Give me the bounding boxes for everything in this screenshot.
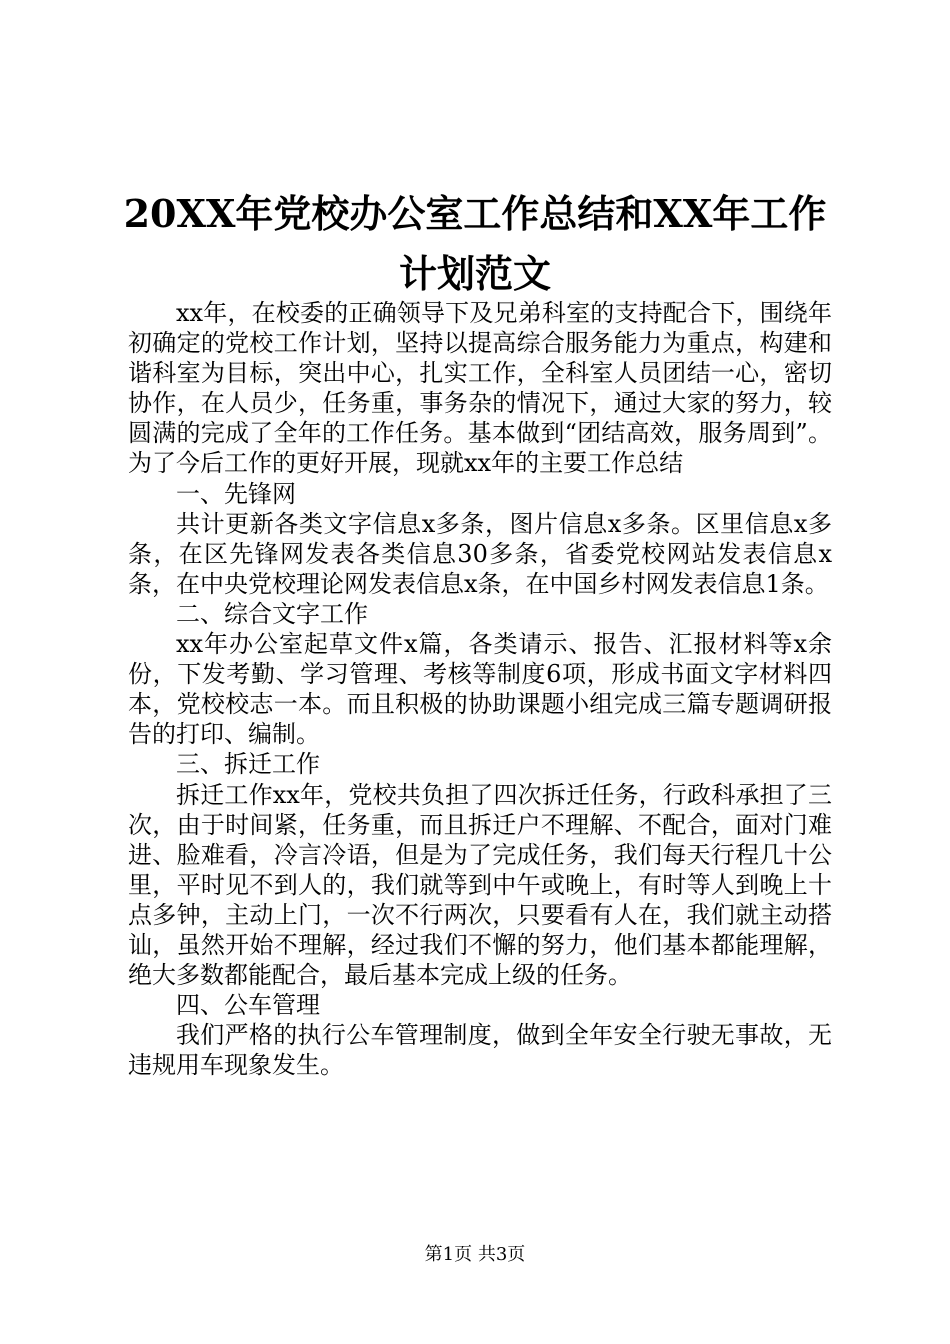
section-paragraph-1: 共计更新各类文字信息x多条，图片信息x多条。区里信息x多条，在区先锋网发表各类信息30多条，省委党校网站发表信息x条，在中央党校理论网发表信息x条，在中国乡村网发表信息1条。 [128, 509, 832, 598]
page-footer: 第1页 共3页 [424, 1244, 526, 1265]
section-paragraph-2: xx年办公室起草文件x篇，各类请示、报告、汇报材料等x余份，下发考勤、学习管理、考核等制度6项，形成书面文字材料四本，党校校志一本。而且积极的协助课题小组完成三篇专题调研报告的打印、编制。 [128, 630, 832, 749]
section-paragraph-3: 拆迁工作xx年，党校共负担了四次拆迁任务，行政科承担了三次，由于时间紧，任务重，而且拆迁户不理解、不配合，面对门难进、脸难看，冷言冷语，但是为了完成任务，我们每天行程几十公里，平时见不到人的，我们就等到中午或晚上，有时等人到晚上十点多钟，主动上门，一次不行两次，只要看有人在，我们就主动搭讪，虽然开始不理解，经过我们不懈的努力，他们基本都能理解，绝大多数都能配合，最后基本完成上级的任务。 [128, 780, 832, 990]
intro-paragraph: xx年，在校委的正确领导下及兄弟科室的支持配合下，围绕年初确定的党校工作计划，坚持以提高综合服务能力为重点，构建和谐科室为目标，突出中心，扎实工作，全科室人员团结一心，密切协作，在人员少，任务重，事务杂的情况下，通过大家的努力，较圆满的完成了全年的工作任务。基本做到“团结高效，服务周到”。为了今后工作的更好开展，现就xx年的主要工作总结 [128, 299, 832, 478]
section-heading-2: 二、综合文字工作 [176, 599, 368, 628]
section-heading-1: 一、先锋网 [176, 479, 296, 508]
section-heading-3: 三、拆迁工作 [176, 750, 320, 779]
document-body [128, 298, 832, 1080]
document-title: 20XX年党校办公室工作总结和XX年工作计划范文 [123, 191, 827, 296]
section-heading-4: 四、公车管理 [176, 991, 320, 1020]
section-paragraph-4: 我们严格的执行公车管理制度，做到全年安全行驶无事故，无违规用车现象发生。 [128, 1021, 832, 1080]
